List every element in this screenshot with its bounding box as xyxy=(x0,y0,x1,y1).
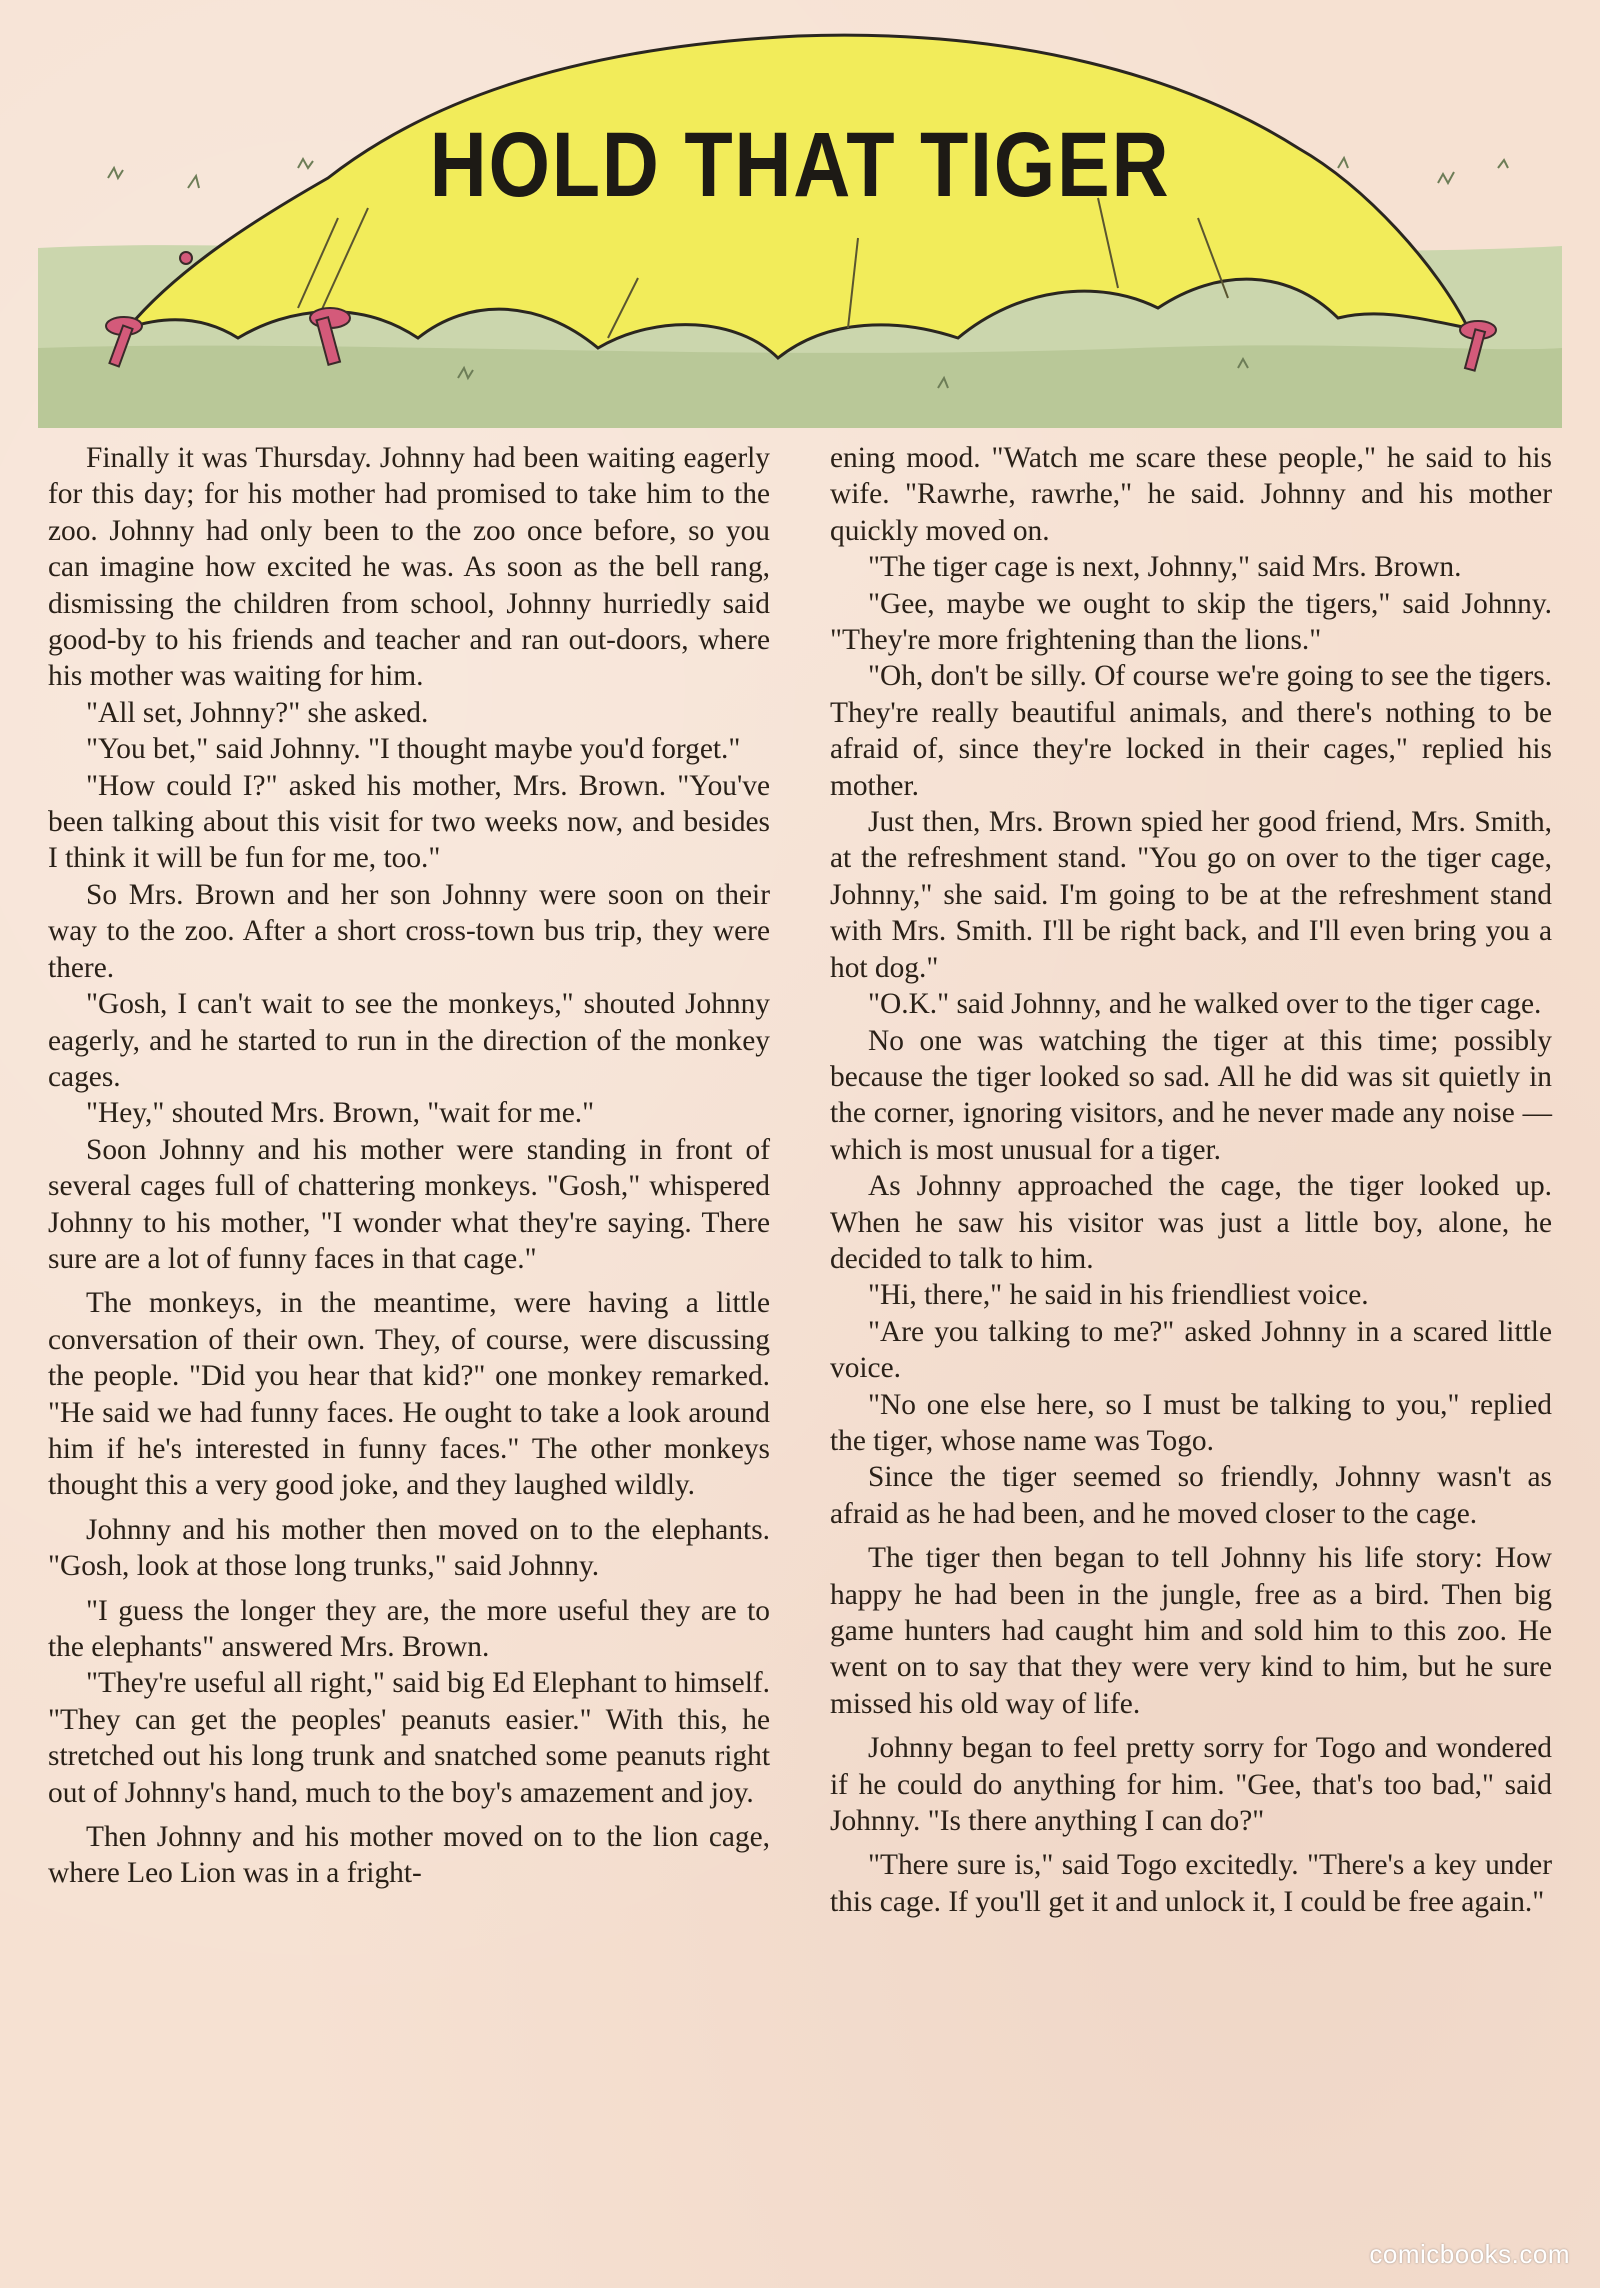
paragraph: "O.K." said Johnny, and he walked over to the tiger cage. xyxy=(868,988,1542,1021)
story-title: HOLD THAT TIGER xyxy=(429,114,1171,216)
paragraph: "There sure is," said Togo excitedly. "There's a key under this cage. If you'll get it and unlock it, I could be free again." xyxy=(830,1849,1552,1918)
banner-illustration xyxy=(38,18,1562,428)
paragraph: Since the tiger seemed so friendly, Johnny wasn't as afraid as he had been, and he moved closer to the cage. xyxy=(830,1461,1552,1530)
paragraph: "Are you talking to me?" asked Johnny in a scared little voice. xyxy=(830,1315,1552,1385)
paragraph: Just then, Mrs. Brown spied her good friend, Mrs. Smith, at the refreshment stand. "You go on over to the tiger cage, Johnny," she said. I'm going to be at the refreshment stand with Mrs. Smith. I'll be right back, and I'll even bring you a hot dog." xyxy=(830,806,1552,984)
paragraph: "All set, Johnny?" she asked. xyxy=(86,696,429,729)
paragraph: Johnny began to feel pretty sorry for Togo and wondered if he could do anything for him. "Gee, that's too bad," said Johnny. "Is there anything I can do?" xyxy=(830,1732,1552,1838)
paragraph: Soon Johnny and his mother were standing in front of several cages full of chattering monkeys. "Gosh," whispered Johnny to his mother, "I wonder what they're saying. There sure are a lot of funny faces in that cage." xyxy=(48,1133,770,1275)
paragraph: Then Johnny and his mother moved on to the lion cage, where Leo Lion was in a fright- xyxy=(48,1821,770,1890)
paragraph: Finally it was Thursday. Johnny had been waiting eagerly for this day; for his mother had promised to take him to the zoo. Johnny had only been to the zoo once before, so you can imagine how excited he was. As soon as the bell rang, dismissing the children from school, Johnny hurriedly said good-by to his friends and teacher and ran out-doors, where his mother was waiting for him. xyxy=(48,442,770,693)
paragraph: "I guess the longer they are, the more useful they are to the elephants" answered Mrs. Brown. xyxy=(48,1594,770,1663)
paragraph: "No one else here, so I must be talking to you," replied the tiger, whose name was Togo. xyxy=(830,1388,1552,1457)
paragraph: "How could I?" asked his mother, Mrs. Brown. "You've been talking about this visit for two weeks now, and besides I think it will be fun for me, too." xyxy=(48,769,770,875)
paragraph: The monkeys, in the meantime, were having a little conversation of their own. They, of course, were discussing the people. "Did you hear that kid?" one monkey remarked. "He said we had funny faces. He ought to take a look around him if he's interested in funny faces." The other monkeys thought this a very good joke, and they laughed wildly. xyxy=(48,1287,770,1502)
left-column xyxy=(48,440,770,1892)
paragraph: "The tiger cage is next, Johnny," said Mrs. Brown. xyxy=(868,551,1462,584)
title-banner xyxy=(38,18,1562,428)
right-column xyxy=(830,440,1552,1920)
paragraph: "Oh, don't be silly. Of course we're going to see the tigers. They're really beautiful animals, and there's nothing to be afraid of, since they're locked in their cages," replied his mother. xyxy=(830,660,1552,802)
paragraph: "Gee, maybe we ought to skip the tigers," said Johnny. "They're more frightening than the lions." xyxy=(830,587,1552,657)
paragraph: The tiger then began to tell Johnny his life story: How happy he had been in the jungle, free as a bird. Then big game hunters had caught him and sold him to this zoo. He went on to say that they were very kind to him, but he sure missed his old way of life. xyxy=(830,1542,1552,1720)
paragraph: So Mrs. Brown and her son Johnny were soon on their way to the zoo. After a short cross-town bus trip, they were there. xyxy=(48,878,770,984)
paragraph: "They're useful all right," said big Ed Elephant to himself. "They can get the peoples' peanuts easier." With this, he stretched out his long trunk and snatched some peanuts right out of Johnny's hand, much to the boy's amazement and joy. xyxy=(48,1667,770,1809)
paragraph: "You bet," said Johnny. "I thought maybe you'd forget." xyxy=(86,733,741,766)
site-watermark: comicbooks.com xyxy=(1369,2239,1570,2269)
paragraph: As Johnny approached the cage, the tiger looked up. When he saw his visitor was just a little boy, alone, he decided to talk to him. xyxy=(830,1170,1552,1275)
paragraph: "Gosh, I can't wait to see the monkeys," shouted Johnny eagerly, and he started to run in the direction of the monkey cages. xyxy=(48,988,770,1093)
paragraph: ening mood. "Watch me scare these people," he said to his wife. "Rawrhe, rawrhe," he said. Johnny and his mother quickly moved on. xyxy=(830,442,1552,547)
paragraph: "Hey," shouted Mrs. Brown, "wait for me." xyxy=(86,1097,595,1130)
story-body xyxy=(48,440,1552,2220)
paragraph: "Hi, there," he said in his friendliest voice. xyxy=(868,1279,1369,1312)
paragraph: Johnny and his mother then moved on to the elephants. "Gosh, look at those long trunks," said Johnny. xyxy=(48,1513,770,1583)
paragraph: No one was watching the tiger at this time; possibly because the tiger looked so sad. All he did was sit quietly in the corner, ignoring visitors, and he never made any noise — which is most unusual for a tiger. xyxy=(830,1024,1552,1166)
